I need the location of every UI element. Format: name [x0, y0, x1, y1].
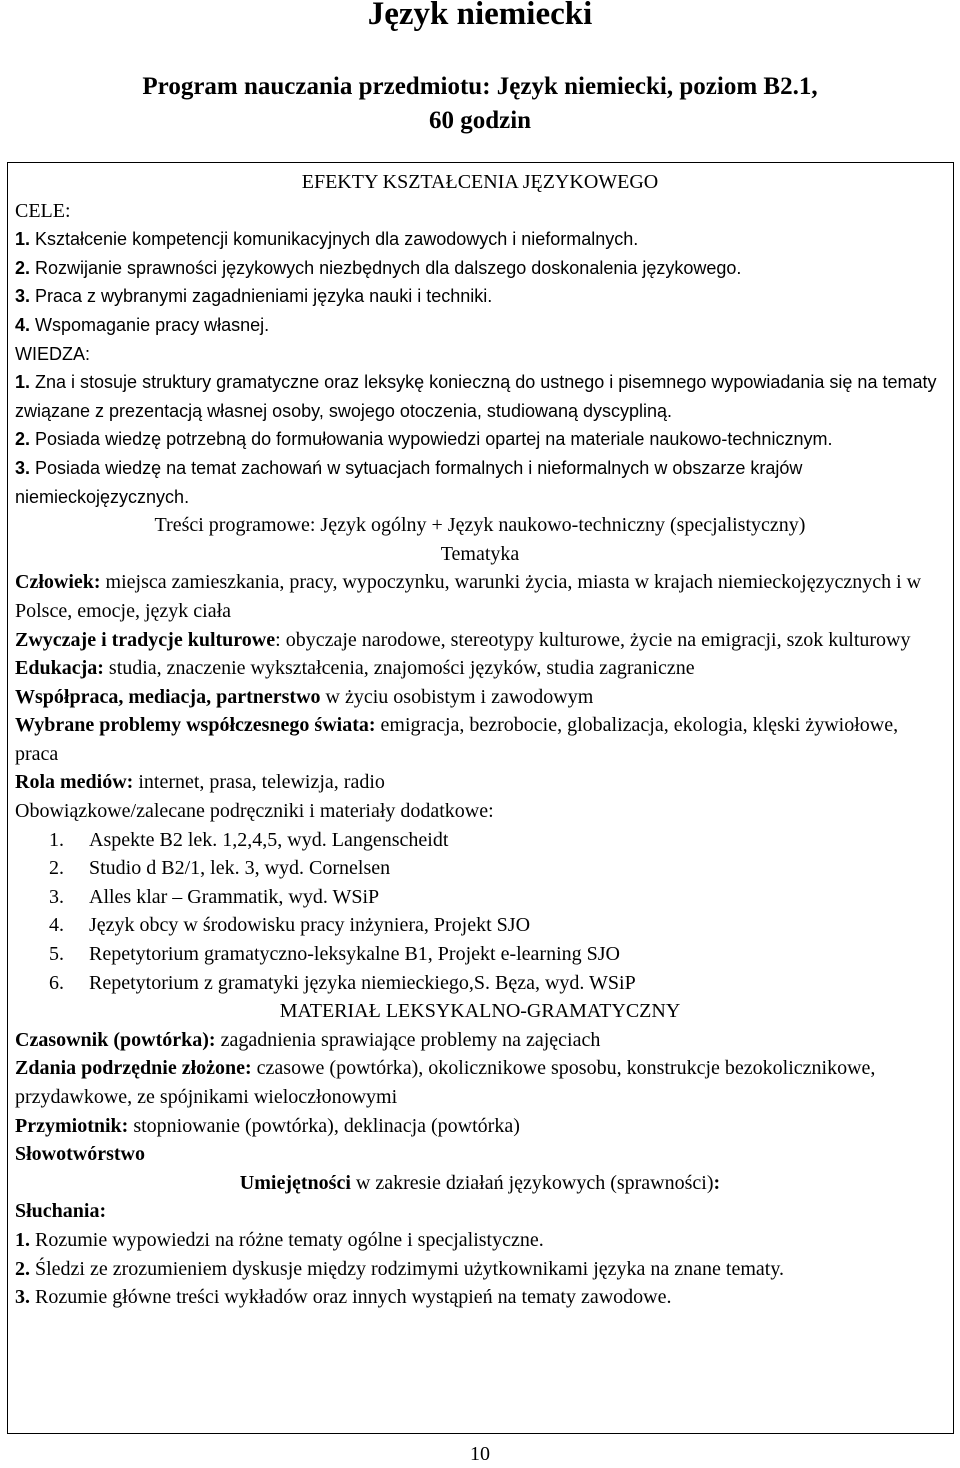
books-label: Obowiązkowe/zalecane podręczniki i materiały dodatkowe: — [15, 800, 494, 823]
cele-item: 4. Wspomaganie pracy własnej. — [15, 314, 270, 335]
cele-item: 1. Kształcenie kompetencji komunikacyjnych dla zawodowych i nieformalnych. — [15, 229, 639, 250]
topic-item: Zwyczaje i tradycje kulturowe: obyczaje narodowe, stereotypy kulturowe, życie na emigracji, szok kulturowy — [15, 628, 911, 651]
topic-item: Współpraca, mediacja, partnerstwo w życiu osobistym i zawodowym — [15, 685, 594, 708]
sluchania-item: 3. Rozumie główne treści wykładów oraz innych wystąpień na tematy zawodowe. — [15, 1286, 672, 1309]
books-list — [15, 826, 945, 998]
topic-item: Rola mediów: internet, prasa, telewizja, radio — [15, 771, 385, 794]
content-body — [15, 168, 945, 1312]
sluchania-item: 2. Śledzi ze zrozumieniem dyskusje między rodzimymi użytkownikami języka na znane tematy. — [15, 1257, 785, 1280]
wiedza-item: 1. Zna i stosuje struktury gramatyczne oraz leksykę konieczną do ustnego i pisemnego wypowiadania się na tematy związane z prezentacją własnej osoby, swojego otoczenia, studiowaną dyscypliną. — [15, 372, 937, 421]
tresci-heading: Treści programowe: Język ogólny + Język naukowo-techniczny (specjalistyczny) — [154, 514, 806, 537]
subtitle-line-2: 60 godzin — [428, 107, 532, 134]
cele-label: CELE: — [15, 199, 71, 222]
sluchania-item: 1. Rozumie wypowiedzi na różne tematy ogólne i specjalistyczne. — [15, 1228, 544, 1251]
material-item: Czasownik (powtórka): zagadnienia sprawiające problemy na zajęciach — [15, 1028, 601, 1051]
cele-item: 2. Rozwijanie sprawności językowych niezbędnych dla dalszego doskonalenia językowego. — [15, 257, 742, 278]
material-item: Zdania podrzędnie złożone: czasowe (powtórka), okolicznikowe sposobu, konstrukcje bezokolicznikowe, przydawkowe, ze spójnikami wieloczłonowymi — [15, 1057, 876, 1108]
umiejetnosci-heading: Umiejętności w zakresie działań językowych (sprawności): — [239, 1171, 721, 1194]
topic-item: Człowiek: miejsca zamieszkania, pracy, wypoczynku, warunki życia, miasta w krajach niemieckojęzycznych i w Polsce, emocje, język ciała — [15, 571, 922, 622]
program-subtitle — [60, 70, 900, 138]
tematyka-heading: Tematyka — [440, 542, 520, 565]
sluchania-label: Słuchania: — [15, 1200, 107, 1223]
list-item: 1. Aspekte B2 lek. 1,2,4,5, wyd. Langenscheidt — [49, 828, 449, 851]
list-item: 4. Język obcy w środowisku pracy inżyniera, Projekt SJO — [49, 914, 531, 937]
page-title: Język niemiecki — [367, 0, 593, 32]
list-item: 5. Repetytorium gramatyczno-leksykalne B1, Projekt e-learning SJO — [49, 943, 620, 966]
efekty-heading: EFEKTY KSZTAŁCENIA JĘZYKOWEGO — [301, 171, 659, 193]
subtitle-line-1: Program nauczania przedmiotu: Język niemiecki, poziom B2.1, — [142, 73, 818, 100]
topic-item: Edukacja: studia, znaczenie wykształcenia, znajomości języków, studia zagraniczne — [15, 657, 695, 680]
topic-item: Wybrane problemy współczesnego świata: emigracja, bezrobocie, globalizacja, ekologia, klęski żywiołowe, praca — [15, 714, 899, 765]
wiedza-label: WIEDZA: — [15, 343, 90, 364]
material-item: Słowotwórstwo — [15, 1143, 145, 1166]
list-item: 3. Alles klar – Grammatik, wyd. WSiP — [49, 885, 380, 908]
cele-item: 3. Praca z wybranymi zagadnieniami języka nauki i techniki. — [15, 286, 493, 307]
material-item: Przymiotnik: stopniowanie (powtórka), deklinacja (powtórka) — [15, 1114, 520, 1137]
list-item: 2. Studio d B2/1, lek. 3, wyd. Cornelsen — [49, 857, 391, 880]
wiedza-item: 2. Posiada wiedzę potrzebną do formułowania wypowiedzi opartej na materiale naukowo-technicznym. — [15, 429, 833, 450]
list-item: 6. Repetytorium z gramatyki języka niemieckiego,S. Bęza, wyd. WSiP — [49, 971, 636, 994]
wiedza-item: 3. Posiada wiedzę na temat zachowań w sytuacjach formalnych i nieformalnych w obszarze krajów niemieckojęzycznych. — [15, 457, 803, 507]
page-number: 10 — [470, 1443, 490, 1465]
material-heading: MATERIAŁ LEKSYKALNO-GRAMATYCZNY — [279, 1000, 681, 1023]
